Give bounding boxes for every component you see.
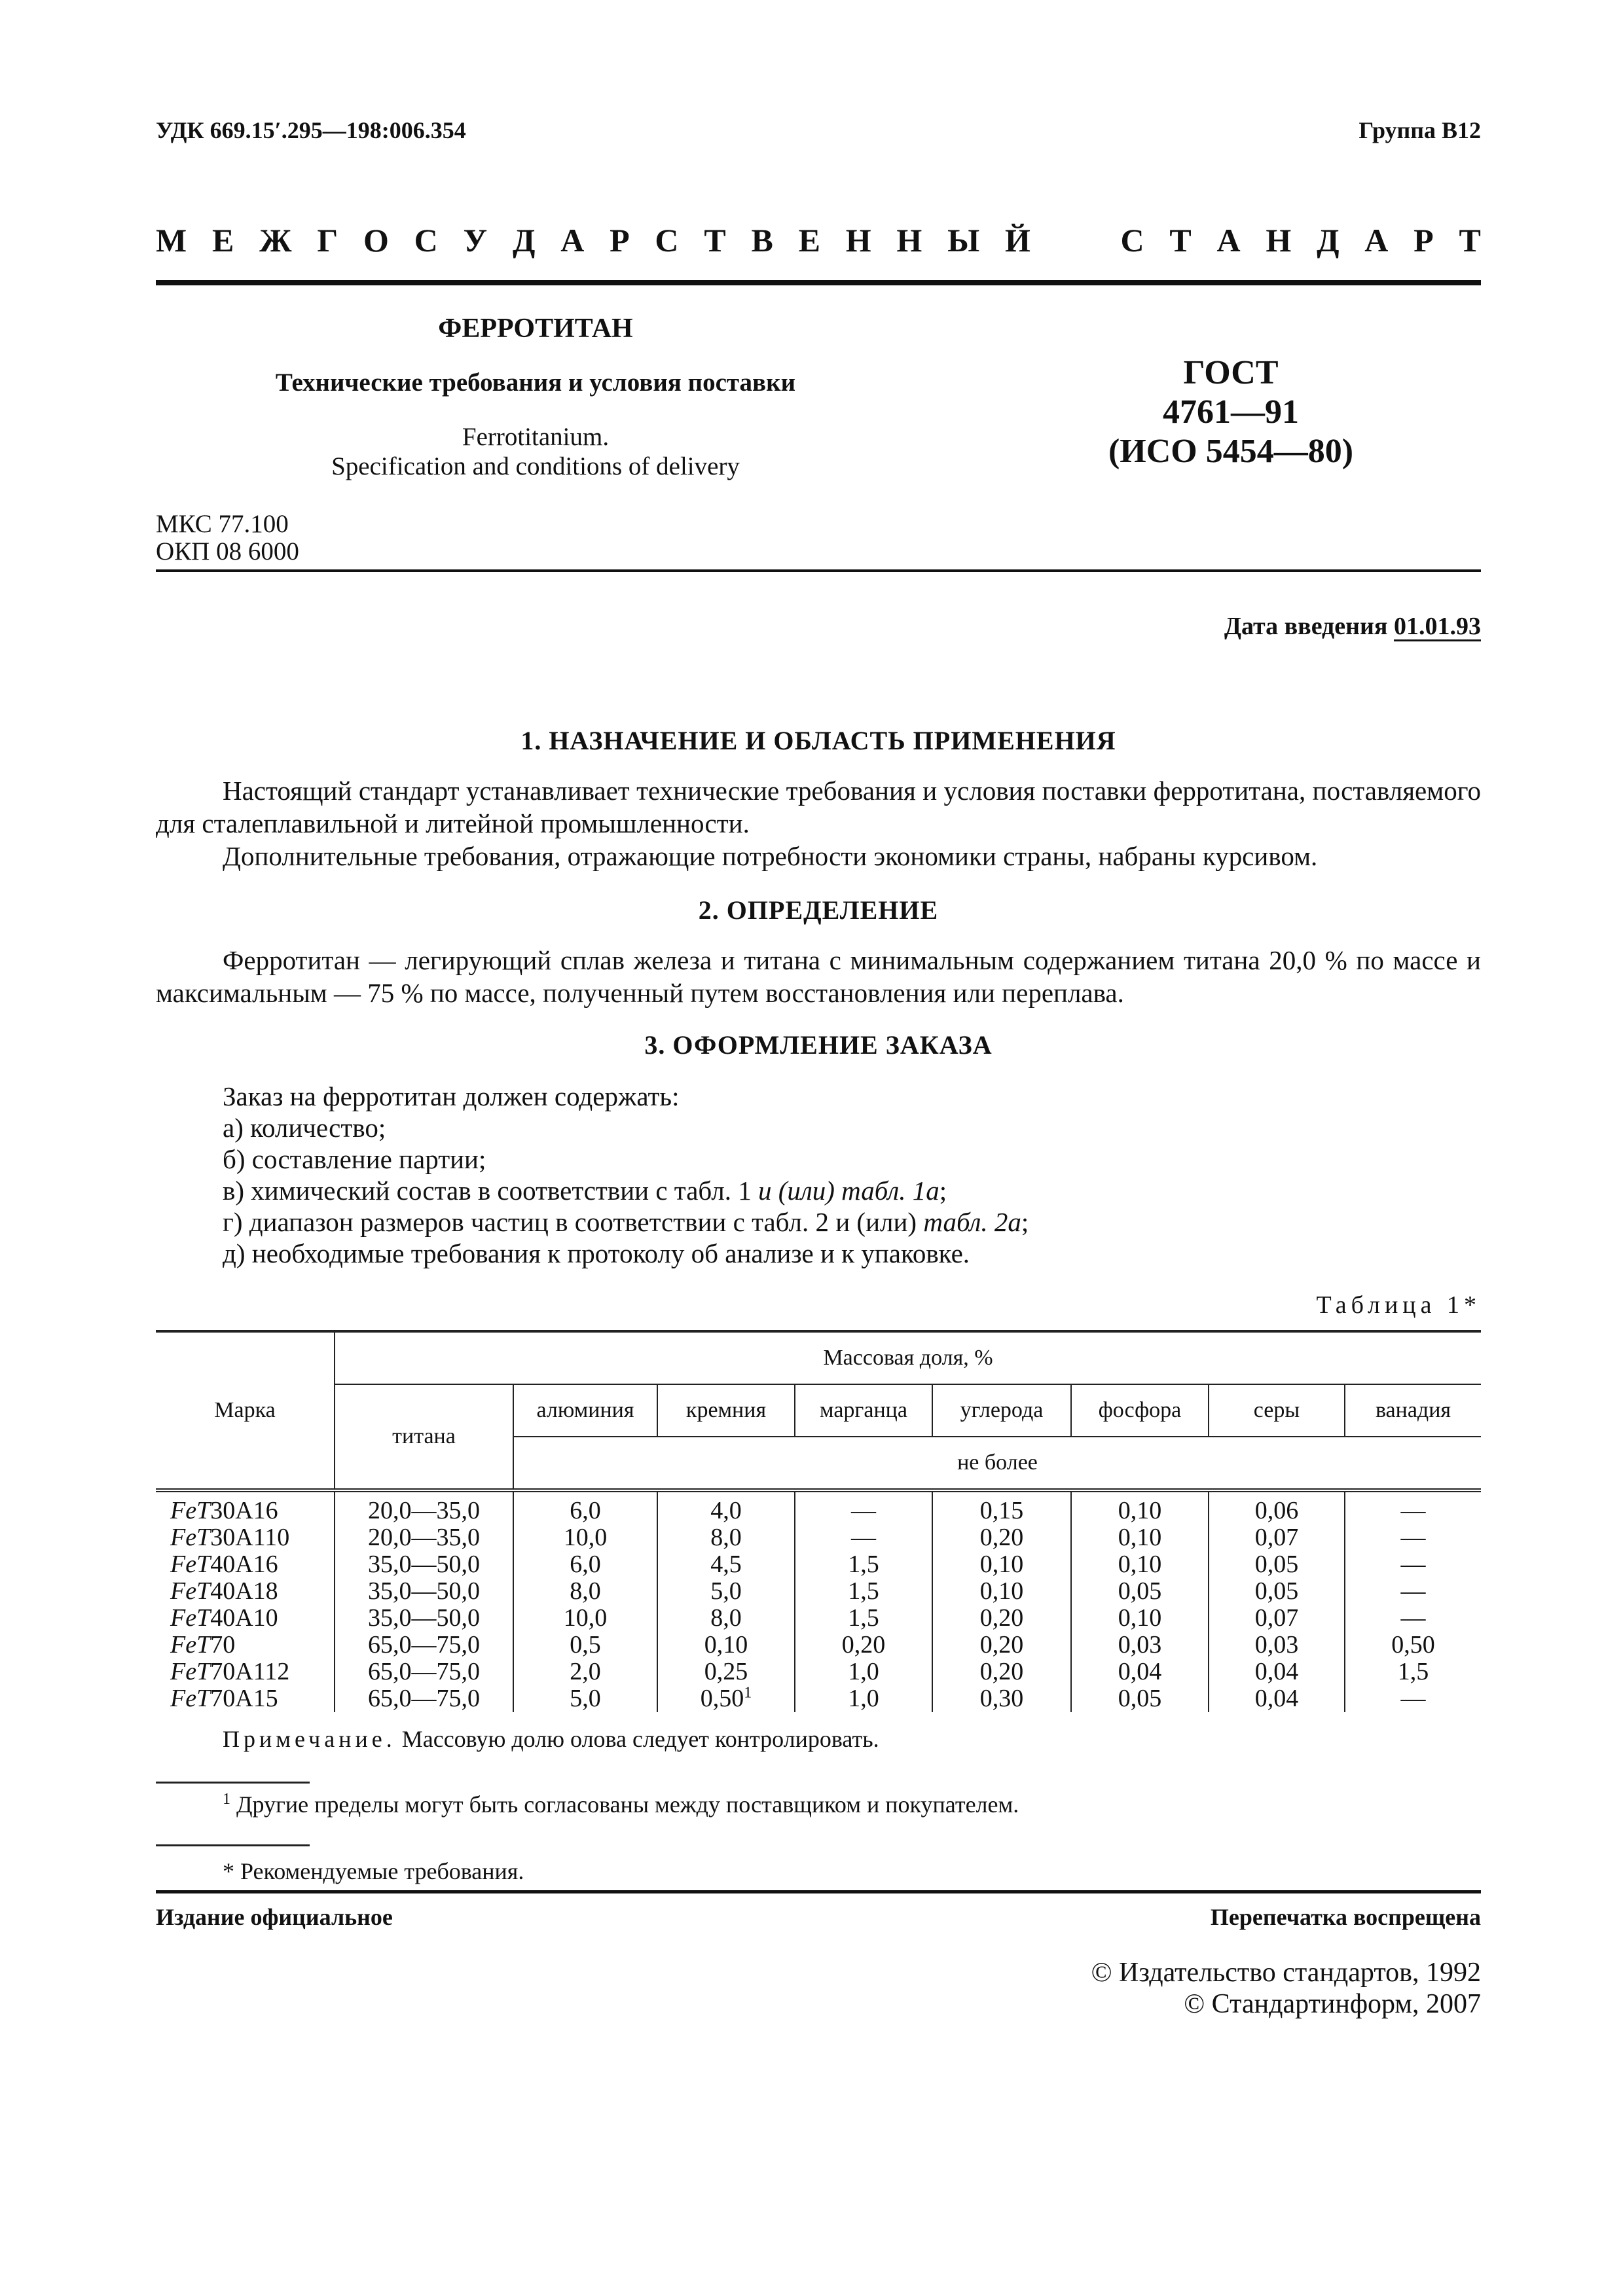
- phosphorus-cell: [1071, 1605, 1209, 1632]
- header-mass-fraction: Массовая доля, %: [335, 1331, 1481, 1384]
- manganese-cell: [795, 1551, 932, 1578]
- banner-letter: М: [156, 222, 187, 259]
- phosphorus-cell-value: 0,10: [1118, 1524, 1162, 1551]
- manganese-cell: [795, 1524, 932, 1551]
- sulfur-cell-value: 0,07: [1254, 1604, 1299, 1632]
- carbon-cell-value: 0,10: [979, 1551, 1024, 1578]
- carbon-cell-value: 0,30: [979, 1685, 1024, 1712]
- carbon-cell: [932, 1490, 1071, 1524]
- header-vanadium: ванадия: [1345, 1384, 1481, 1437]
- carbon-cell: [932, 1632, 1071, 1659]
- order-item-v-end: ;: [939, 1175, 947, 1206]
- manganese-cell-value: —: [851, 1524, 876, 1551]
- official-edition: Издание официальное: [156, 1904, 393, 1930]
- titan-cell: [335, 1605, 513, 1632]
- titan-cell-value: 35,0—50,0: [368, 1551, 480, 1578]
- silicon-cell-value: 4,0: [710, 1497, 742, 1524]
- banner-letter: Ы: [947, 222, 980, 259]
- silicon-cell-value: 0,25: [704, 1658, 748, 1685]
- aluminium-cell-value: 0,5: [570, 1631, 601, 1659]
- banner-letter: Д: [1317, 222, 1340, 259]
- intro-date-label: Дата введения: [1224, 613, 1388, 640]
- titan-cell: [335, 1685, 513, 1712]
- mark-cell: [156, 1551, 335, 1578]
- phosphorus-cell-value: 0,05: [1118, 1685, 1162, 1712]
- banner-letter: Н: [1266, 222, 1292, 259]
- mark-prefix: FeT: [170, 1658, 211, 1685]
- aluminium-cell: [513, 1578, 657, 1605]
- mark-cell: [156, 1659, 335, 1685]
- order-item-b: б) составление партии;: [223, 1144, 486, 1174]
- carbon-cell-value: 0,20: [979, 1604, 1024, 1632]
- chemical-composition-table: [156, 1330, 1481, 1712]
- aluminium-cell-value: 6,0: [570, 1551, 601, 1578]
- sulfur-cell-value: 0,06: [1254, 1497, 1299, 1524]
- mark-suffix: 70A112: [210, 1658, 290, 1685]
- mark-prefix: FeT: [170, 1551, 211, 1578]
- carbon-cell: [932, 1551, 1071, 1578]
- aluminium-cell: [513, 1605, 657, 1632]
- footnote-rule-2: [156, 1844, 310, 1846]
- silicon-cell: [657, 1685, 795, 1712]
- silicon-cell: [657, 1578, 795, 1605]
- phosphorus-cell: [1071, 1578, 1209, 1605]
- vanadium-cell-value: —: [1400, 1577, 1426, 1605]
- mark-suffix: 30A16: [210, 1497, 278, 1524]
- banner-letter: О: [363, 222, 389, 259]
- vanadium-cell-value: —: [1400, 1497, 1426, 1524]
- manganese-cell-value: —: [851, 1497, 876, 1524]
- mark-suffix: 40A10: [210, 1604, 278, 1632]
- standard-banner: [156, 221, 1481, 259]
- footnote-1-marker: 1: [223, 1791, 230, 1808]
- manganese-cell: [795, 1685, 932, 1712]
- banner-letter: А: [560, 222, 585, 259]
- phosphorus-cell-value: 0,04: [1118, 1658, 1162, 1685]
- gost-code: 4761—91: [1163, 393, 1299, 431]
- manganese-cell-value: 0,20: [841, 1631, 886, 1659]
- silicon-cell-value: 5,0: [710, 1577, 742, 1605]
- sulfur-cell: [1209, 1524, 1345, 1551]
- titan-cell: [335, 1551, 513, 1578]
- header-not-more: не более: [513, 1437, 1481, 1490]
- mark-cell: [156, 1632, 335, 1659]
- header-titan: титана: [335, 1384, 513, 1490]
- vanadium-cell-value: 1,5: [1397, 1658, 1429, 1685]
- order-item-d: д) необходимые требования к протоколу об анализе и к упаковке.: [223, 1238, 970, 1268]
- footnote-1: [223, 1791, 1019, 1818]
- banner-letter: Т: [1459, 222, 1481, 259]
- phosphorus-cell-value: 0,05: [1118, 1577, 1162, 1605]
- aluminium-cell: [513, 1685, 657, 1712]
- sulfur-cell: [1209, 1551, 1345, 1578]
- banner-letter: Н: [896, 222, 922, 259]
- mark-cell: [156, 1685, 335, 1712]
- banner-letter: Р: [1413, 222, 1434, 259]
- order-item-g-text: г) диапазон размеров частиц в соответствии с табл. 2 и (или): [223, 1207, 924, 1237]
- vanadium-cell: [1345, 1490, 1481, 1524]
- section-1-paragraph-2: Дополнительные требования, отражающие потребности экономики страны, набраны курсивом.: [223, 841, 1318, 871]
- table-row: [156, 1685, 1481, 1712]
- footnote-ref: 1: [744, 1684, 752, 1702]
- manganese-cell-value: 1,5: [848, 1577, 879, 1605]
- sulfur-cell: [1209, 1605, 1345, 1632]
- header-manganese: марганца: [795, 1384, 932, 1437]
- vanadium-cell-value: 0,50: [1391, 1631, 1435, 1659]
- copyright-2: © Стандартинформ, 2007: [1184, 1989, 1481, 2019]
- aluminium-cell-value: 6,0: [570, 1497, 601, 1524]
- banner-letter: Т: [1169, 222, 1192, 259]
- mark-prefix: FeT: [170, 1685, 211, 1712]
- order-item-g-italic: табл. 2а: [923, 1207, 1021, 1237]
- silicon-cell: [657, 1490, 795, 1524]
- sulfur-cell-value: 0,04: [1254, 1685, 1299, 1712]
- silicon-cell-value: 0,50: [700, 1685, 744, 1712]
- intro-date-value: 01.01.93: [1394, 613, 1481, 640]
- mark-prefix: FeT: [170, 1604, 211, 1632]
- banner-letter: Е: [798, 222, 820, 259]
- footnote-rule-1: [156, 1782, 310, 1784]
- phosphorus-cell: [1071, 1685, 1209, 1712]
- table-row: [156, 1490, 1481, 1524]
- titan-cell-value: 35,0—50,0: [368, 1604, 480, 1632]
- banner-letter: Ж: [259, 222, 292, 259]
- vanadium-cell-value: —: [1400, 1685, 1426, 1712]
- phosphorus-cell: [1071, 1632, 1209, 1659]
- carbon-cell: [932, 1659, 1071, 1685]
- silicon-cell-value: 8,0: [710, 1604, 742, 1632]
- carbon-cell-value: 0,20: [979, 1524, 1024, 1551]
- section-3-title: 3. ОФОРМЛЕНИЕ ЗАКАЗА: [644, 1030, 993, 1060]
- mark-suffix: 70A15: [210, 1685, 278, 1712]
- sulfur-cell-value: 0,05: [1254, 1577, 1299, 1605]
- vanadium-cell: [1345, 1632, 1481, 1659]
- header-mark: Марка: [156, 1331, 335, 1490]
- order-item-a: а) количество;: [223, 1113, 386, 1143]
- mark-suffix: 40A18: [210, 1577, 278, 1605]
- english-title-line1: Ferrotitanium.: [462, 423, 610, 451]
- titan-cell-value: 65,0—75,0: [368, 1631, 480, 1659]
- titan-cell-value: 65,0—75,0: [368, 1685, 480, 1712]
- aluminium-cell-value: 5,0: [570, 1685, 601, 1712]
- order-item-v-italic: и (или) табл. 1а: [757, 1175, 939, 1206]
- header-sulfur: серы: [1209, 1384, 1345, 1437]
- carbon-cell: [932, 1578, 1071, 1605]
- titan-cell: [335, 1632, 513, 1659]
- okp-code: ОКП 08 6000: [156, 537, 299, 565]
- banner-letter: В: [751, 222, 773, 259]
- banner-letter: Г: [317, 222, 338, 259]
- mark-cell: [156, 1490, 335, 1524]
- phosphorus-cell-value: 0,03: [1118, 1631, 1162, 1659]
- banner-rule: [156, 280, 1481, 285]
- table-row: [156, 1524, 1481, 1551]
- title-rule: [156, 569, 1481, 572]
- aluminium-cell-value: 8,0: [570, 1577, 601, 1605]
- vanadium-cell-value: —: [1400, 1551, 1426, 1578]
- order-item-g-end: ;: [1021, 1207, 1029, 1237]
- mark-prefix: FeT: [170, 1524, 211, 1551]
- mark-cell: [156, 1605, 335, 1632]
- phosphorus-cell: [1071, 1551, 1209, 1578]
- vanadium-cell: [1345, 1605, 1481, 1632]
- gost-label: ГОСТ: [1183, 354, 1279, 391]
- reprint-prohibited: Перепечатка воспрещена: [1210, 1904, 1481, 1930]
- titan-cell: [335, 1659, 513, 1685]
- banner-letter: Й: [1005, 222, 1030, 259]
- mark-suffix: 30A110: [210, 1524, 290, 1551]
- aluminium-cell-value: 2,0: [570, 1658, 601, 1685]
- mks-code: МКС 77.100: [156, 510, 289, 538]
- vanadium-cell-value: —: [1400, 1604, 1426, 1632]
- phosphorus-cell: [1071, 1659, 1209, 1685]
- banner-letter: С: [655, 222, 679, 259]
- manganese-cell: [795, 1659, 932, 1685]
- banner-letter: С: [414, 222, 438, 259]
- silicon-cell: [657, 1659, 795, 1685]
- manganese-cell: [795, 1605, 932, 1632]
- section-1-title: 1. НАЗНАЧЕНИЕ И ОБЛАСТЬ ПРИМЕНЕНИЯ: [520, 726, 1116, 755]
- iso-code: (ИСО 5454—80): [1108, 433, 1354, 470]
- footnote-2: * Рекомендуемые требования.: [223, 1858, 524, 1884]
- manganese-cell: [795, 1632, 932, 1659]
- table-row: [156, 1632, 1481, 1659]
- table-row: [156, 1659, 1481, 1685]
- document-subtitle: Технические требования и условия поставки: [275, 368, 796, 397]
- manganese-cell-value: 1,0: [848, 1658, 879, 1685]
- banner-letter: У: [463, 222, 488, 259]
- titan-cell-value: 65,0—75,0: [368, 1658, 480, 1685]
- manganese-cell-value: 1,0: [848, 1685, 879, 1712]
- sulfur-cell-value: 0,04: [1254, 1658, 1299, 1685]
- phosphorus-cell: [1071, 1490, 1209, 1524]
- aluminium-cell-value: 10,0: [563, 1524, 608, 1551]
- carbon-cell-value: 0,10: [979, 1577, 1024, 1605]
- table-row: [156, 1605, 1481, 1632]
- vanadium-cell: [1345, 1551, 1481, 1578]
- silicon-cell-value: 4,5: [710, 1551, 742, 1578]
- english-title-line2: Specification and conditions of delivery: [331, 452, 740, 480]
- sulfur-cell-value: 0,07: [1254, 1524, 1299, 1551]
- intro-date: [1224, 612, 1481, 641]
- banner-letter: Д: [513, 222, 536, 259]
- carbon-cell: [932, 1524, 1071, 1551]
- mark-cell: [156, 1578, 335, 1605]
- titan-cell: [335, 1578, 513, 1605]
- table-note: [223, 1725, 879, 1753]
- carbon-cell: [932, 1685, 1071, 1712]
- sulfur-cell-value: 0,03: [1254, 1631, 1299, 1659]
- footnote-1-text: Другие пределы могут быть согласованы между поставщиком и покупателем.: [230, 1791, 1019, 1818]
- table-caption: Таблица 1*: [1316, 1291, 1481, 1319]
- copyright-1: © Издательство стандартов, 1992: [1091, 1958, 1481, 1988]
- mark-cell: [156, 1524, 335, 1551]
- header-silicon: кремния: [657, 1384, 795, 1437]
- header-aluminium: алюминия: [513, 1384, 657, 1437]
- banner-letter: Н: [845, 222, 871, 259]
- manganese-cell: [795, 1578, 932, 1605]
- banner-letter: Е: [211, 222, 234, 259]
- sulfur-cell: [1209, 1490, 1345, 1524]
- header-carbon: углерода: [932, 1384, 1071, 1437]
- order-item-v-text: в) химический состав в соответствии с табл. 1: [223, 1175, 758, 1206]
- titan-cell: [335, 1524, 513, 1551]
- aluminium-cell: [513, 1551, 657, 1578]
- silicon-cell: [657, 1524, 795, 1551]
- vanadium-cell: [1345, 1524, 1481, 1551]
- aluminium-cell: [513, 1632, 657, 1659]
- aluminium-cell: [513, 1659, 657, 1685]
- sulfur-cell-value: 0,05: [1254, 1551, 1299, 1578]
- sulfur-cell: [1209, 1685, 1345, 1712]
- order-item-g: [223, 1207, 1029, 1237]
- header-phosphorus: фосфора: [1071, 1384, 1209, 1437]
- manganese-cell-value: 1,5: [848, 1604, 879, 1632]
- mark-suffix: 40A16: [210, 1551, 278, 1578]
- vanadium-cell: [1345, 1578, 1481, 1605]
- silicon-cell: [657, 1605, 795, 1632]
- vanadium-cell: [1345, 1659, 1481, 1685]
- carbon-cell-value: 0,20: [979, 1631, 1024, 1659]
- phosphorus-cell-value: 0,10: [1118, 1551, 1162, 1578]
- carbon-cell-value: 0,20: [979, 1658, 1024, 1685]
- mark-prefix: FeT: [170, 1497, 211, 1524]
- document-title: ФЕРРОТИТАН: [438, 314, 633, 344]
- section-2-title: 2. ОПРЕДЕЛЕНИЕ: [698, 895, 939, 925]
- silicon-cell-value: 0,10: [704, 1631, 748, 1659]
- gost-number: [1048, 353, 1414, 471]
- phosphorus-cell-value: 0,10: [1118, 1497, 1162, 1524]
- titan-cell-value: 20,0—35,0: [368, 1497, 480, 1524]
- phosphorus-cell-value: 0,10: [1118, 1604, 1162, 1632]
- mark-prefix: FeT: [170, 1631, 211, 1659]
- table-note-label: Примечание.: [223, 1726, 396, 1752]
- titan-cell: [335, 1490, 513, 1524]
- banner-letter: [1056, 221, 1095, 259]
- section-1-paragraph-1: Настоящий стандарт устанавливает технические требования и условия поставки ферротитана, поставляемого для сталеплавильной и литейной промышленности.: [156, 776, 1481, 838]
- mark-prefix: FeT: [170, 1577, 211, 1605]
- phosphorus-cell: [1071, 1524, 1209, 1551]
- aluminium-cell: [513, 1524, 657, 1551]
- manganese-cell: [795, 1490, 932, 1524]
- group-code: Группа В12: [1359, 117, 1481, 143]
- sulfur-cell: [1209, 1659, 1345, 1685]
- vanadium-cell-value: —: [1400, 1524, 1426, 1551]
- sulfur-cell: [1209, 1632, 1345, 1659]
- banner-letter: А: [1216, 222, 1241, 259]
- udk-code: УДК 669.15′.295—198:006.354: [156, 117, 466, 143]
- banner-letter: Р: [610, 222, 630, 259]
- carbon-cell: [932, 1605, 1071, 1632]
- banner-letter: С: [1120, 222, 1144, 259]
- sulfur-cell: [1209, 1578, 1345, 1605]
- vanadium-cell: [1345, 1685, 1481, 1712]
- table-row: [156, 1578, 1481, 1605]
- mark-suffix: 70: [210, 1631, 236, 1659]
- banner-letter: А: [1364, 222, 1389, 259]
- order-intro: Заказ на ферротитан должен содержать:: [223, 1081, 680, 1111]
- aluminium-cell: [513, 1490, 657, 1524]
- manganese-cell-value: 1,5: [848, 1551, 879, 1578]
- footer-rule: [156, 1890, 1481, 1893]
- titan-cell-value: 35,0—50,0: [368, 1577, 480, 1605]
- carbon-cell-value: 0,15: [979, 1497, 1024, 1524]
- silicon-cell: [657, 1551, 795, 1578]
- table-row: [156, 1551, 1481, 1578]
- section-2-paragraph: Ферротитан — легирующий сплав железа и титана с минимальным содержанием титана 20,0 % по массе и максимальным — 75 % по массе, полученный путем восстановления или переплава.: [156, 945, 1481, 1008]
- aluminium-cell-value: 10,0: [563, 1604, 608, 1632]
- silicon-cell: [657, 1632, 795, 1659]
- banner-letter: Т: [704, 222, 726, 259]
- table-note-text: Массовую долю олова следует контролировать.: [395, 1726, 879, 1752]
- order-item-v: [223, 1175, 947, 1206]
- silicon-cell-value: 8,0: [710, 1524, 742, 1551]
- titan-cell-value: 20,0—35,0: [368, 1524, 480, 1551]
